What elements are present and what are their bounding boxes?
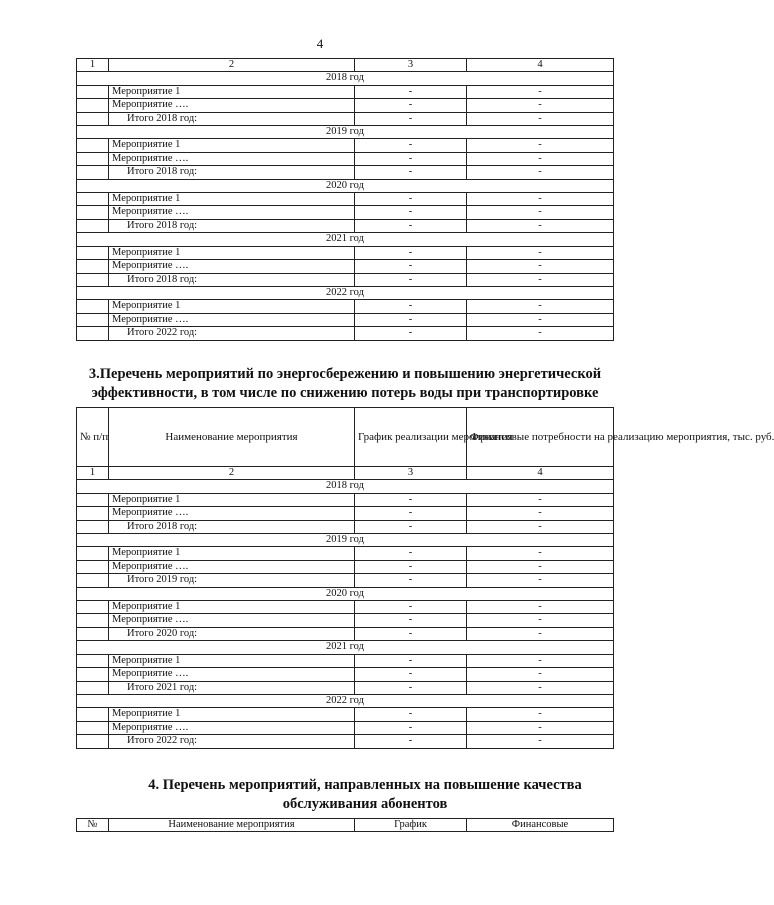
row-number-cell xyxy=(77,260,109,273)
column-number: 2 xyxy=(109,59,355,72)
year-row xyxy=(77,534,614,547)
column-number: 1 xyxy=(77,467,109,480)
year-label: 2020 год xyxy=(77,179,614,192)
activity-name: Мероприятие …. xyxy=(109,507,355,520)
schedule-value: - xyxy=(355,166,467,179)
finance-value: - xyxy=(467,152,614,165)
row-number-cell xyxy=(77,273,109,286)
year-label: 2021 год xyxy=(77,233,614,246)
schedule-value: - xyxy=(355,85,467,98)
row-number-cell xyxy=(77,547,109,560)
row-number-cell xyxy=(77,300,109,313)
schedule-value: - xyxy=(355,152,467,165)
total-row xyxy=(77,166,614,179)
row-number-cell xyxy=(77,601,109,614)
row-number-cell xyxy=(77,493,109,506)
year-row xyxy=(77,480,614,493)
table-row xyxy=(77,547,614,560)
schedule-value: - xyxy=(355,708,467,721)
header-schedule: График xyxy=(355,819,467,832)
column-number: 4 xyxy=(467,467,614,480)
schedule-value: - xyxy=(355,614,467,627)
year-label: 2019 год xyxy=(77,126,614,139)
finance-value: - xyxy=(467,300,614,313)
table-row xyxy=(77,206,614,219)
table-row xyxy=(77,313,614,326)
finance-value: - xyxy=(467,721,614,734)
activity-name: Мероприятие 1 xyxy=(109,493,355,506)
row-number-cell xyxy=(77,112,109,125)
column-number: 4 xyxy=(467,59,614,72)
table-row xyxy=(77,193,614,206)
section-4-title-line2: обслуживания абонентов xyxy=(282,796,448,812)
year-label: 2020 год xyxy=(77,587,614,600)
column-number-row xyxy=(77,467,614,480)
finance-value: - xyxy=(467,654,614,667)
finance-value: - xyxy=(467,313,614,326)
schedule-value: - xyxy=(355,735,467,748)
activity-name: Мероприятие 1 xyxy=(109,85,355,98)
finance-value: - xyxy=(467,547,614,560)
total-label: Итого 2020 год: xyxy=(109,627,355,640)
table-row xyxy=(77,139,614,152)
total-row xyxy=(77,735,614,748)
activity-name: Мероприятие 1 xyxy=(109,654,355,667)
finance-value: - xyxy=(467,139,614,152)
year-label: 2021 год xyxy=(77,641,614,654)
table-row xyxy=(77,85,614,98)
activity-name: Мероприятие …. xyxy=(109,721,355,734)
activity-name: Мероприятие …. xyxy=(109,206,355,219)
finance-value: - xyxy=(467,614,614,627)
schedule-value: - xyxy=(355,260,467,273)
year-row xyxy=(77,72,614,85)
table-header-row xyxy=(77,819,614,832)
finance-value: - xyxy=(467,112,614,125)
total-label: Итого 2018 год: xyxy=(109,112,355,125)
finance-value: - xyxy=(467,493,614,506)
row-number-cell xyxy=(77,721,109,734)
finance-value: - xyxy=(467,507,614,520)
table-row xyxy=(77,560,614,573)
activity-name: Мероприятие 1 xyxy=(109,547,355,560)
column-number: 3 xyxy=(355,59,467,72)
activity-name: Мероприятие 1 xyxy=(109,601,355,614)
year-label: 2019 год xyxy=(77,534,614,547)
table-row xyxy=(77,99,614,112)
column-number: 3 xyxy=(355,467,467,480)
table-section-3 xyxy=(76,407,774,749)
row-number-cell xyxy=(77,206,109,219)
total-label: Итого 2022 год: xyxy=(109,327,355,340)
row-number-cell xyxy=(77,85,109,98)
finance-value: - xyxy=(467,627,614,640)
total-label: Итого 2021 год: xyxy=(109,681,355,694)
finance-value: - xyxy=(467,166,614,179)
schedule-value: - xyxy=(355,99,467,112)
activity-name: Мероприятие 1 xyxy=(109,246,355,259)
row-number-cell xyxy=(77,507,109,520)
row-number-cell xyxy=(77,614,109,627)
total-label: Итого 2018 год: xyxy=(109,166,355,179)
header-num: № xyxy=(77,819,109,832)
schedule-value: - xyxy=(355,493,467,506)
finance-value: - xyxy=(467,273,614,286)
schedule-value: - xyxy=(355,273,467,286)
row-number-cell xyxy=(77,520,109,533)
total-label: Итого 2018 год: xyxy=(109,520,355,533)
row-number-cell xyxy=(77,681,109,694)
schedule-value: - xyxy=(355,547,467,560)
schedule-value: - xyxy=(355,507,467,520)
total-label: Итого 2022 год: xyxy=(109,735,355,748)
schedule-value: - xyxy=(355,627,467,640)
row-number-cell xyxy=(77,708,109,721)
finance-value: - xyxy=(467,193,614,206)
table-row xyxy=(77,300,614,313)
schedule-value: - xyxy=(355,219,467,232)
activity-name: Мероприятие …. xyxy=(109,614,355,627)
table-row xyxy=(77,654,614,667)
row-number-cell xyxy=(77,193,109,206)
schedule-value: - xyxy=(355,206,467,219)
schedule-value: - xyxy=(355,327,467,340)
activity-name: Мероприятие 1 xyxy=(109,708,355,721)
year-row xyxy=(77,587,614,600)
schedule-value: - xyxy=(355,246,467,259)
schedule-value: - xyxy=(355,721,467,734)
activity-name: Мероприятие 1 xyxy=(109,193,355,206)
table-row xyxy=(77,260,614,273)
schedule-value: - xyxy=(355,313,467,326)
schedule-value: - xyxy=(355,601,467,614)
activity-name: Мероприятие 1 xyxy=(109,139,355,152)
header-name: Наименование мероприятия xyxy=(109,408,355,467)
activity-name: Мероприятие …. xyxy=(109,668,355,681)
row-number-cell xyxy=(77,654,109,667)
schedule-value: - xyxy=(355,300,467,313)
total-row xyxy=(77,681,614,694)
section-4-title xyxy=(120,776,610,814)
table-continuation xyxy=(76,58,614,341)
finance-value: - xyxy=(467,260,614,273)
section-4-title-line1: 4. Перечень мероприятий, направленных на повышение качества xyxy=(148,777,582,793)
schedule-value: - xyxy=(355,654,467,667)
year-row xyxy=(77,179,614,192)
table-row xyxy=(77,721,614,734)
schedule-value: - xyxy=(355,668,467,681)
header-schedule: График реализации мероприятия xyxy=(355,408,467,467)
row-number-cell xyxy=(77,219,109,232)
total-row xyxy=(77,112,614,125)
finance-value: - xyxy=(467,246,614,259)
finance-value: - xyxy=(467,520,614,533)
page-number: 4 xyxy=(316,36,324,51)
total-row xyxy=(77,574,614,587)
activity-name: Мероприятие …. xyxy=(109,260,355,273)
year-row xyxy=(77,126,614,139)
finance-value: - xyxy=(467,601,614,614)
schedule-value: - xyxy=(355,681,467,694)
row-number-cell xyxy=(77,735,109,748)
finance-value: - xyxy=(467,219,614,232)
year-label: 2022 год xyxy=(77,286,614,299)
row-number-cell xyxy=(77,99,109,112)
year-row xyxy=(77,694,614,707)
activity-name: Мероприятие 1 xyxy=(109,300,355,313)
column-number: 1 xyxy=(77,59,109,72)
total-row xyxy=(77,627,614,640)
table-row xyxy=(77,708,614,721)
total-row xyxy=(77,520,614,533)
total-row xyxy=(77,273,614,286)
row-number-cell xyxy=(77,166,109,179)
row-number-cell xyxy=(77,560,109,573)
schedule-value: - xyxy=(355,139,467,152)
header-num: № п/п xyxy=(77,408,109,467)
year-row xyxy=(77,233,614,246)
finance-value: - xyxy=(467,327,614,340)
total-label: Итого 2018 год: xyxy=(109,273,355,286)
table-row xyxy=(77,614,614,627)
schedule-value: - xyxy=(355,560,467,573)
finance-value: - xyxy=(467,574,614,587)
year-label: 2022 год xyxy=(77,694,614,707)
section-3-title-line1: 3.Перечень мероприятий по энергосбережению и повышению энергетической xyxy=(88,366,602,382)
schedule-value: - xyxy=(355,574,467,587)
total-label: Итого 2019 год: xyxy=(109,574,355,587)
schedule-value: - xyxy=(355,520,467,533)
finance-value: - xyxy=(467,681,614,694)
schedule-value: - xyxy=(355,112,467,125)
table-row xyxy=(77,493,614,506)
activity-name: Мероприятие …. xyxy=(109,99,355,112)
column-number: 2 xyxy=(109,467,355,480)
schedule-value: - xyxy=(355,193,467,206)
row-number-cell xyxy=(77,668,109,681)
header-finance: Финансовые xyxy=(467,819,614,832)
row-number-cell xyxy=(77,139,109,152)
finance-value: - xyxy=(467,668,614,681)
finance-value: - xyxy=(467,99,614,112)
year-label: 2018 год xyxy=(77,480,614,493)
row-number-cell xyxy=(77,327,109,340)
finance-value: - xyxy=(467,206,614,219)
section-3-title-line2: эффективности, в том числе по снижению потерь воды при транспортировке xyxy=(91,385,599,401)
finance-value: - xyxy=(467,735,614,748)
table-row xyxy=(77,668,614,681)
total-row xyxy=(77,327,614,340)
table-row xyxy=(77,152,614,165)
total-row xyxy=(77,219,614,232)
section-3-title xyxy=(70,365,620,403)
table-section-4 xyxy=(76,818,614,832)
activity-name: Мероприятие …. xyxy=(109,560,355,573)
year-row xyxy=(77,641,614,654)
row-number-cell xyxy=(77,152,109,165)
table-row xyxy=(77,246,614,259)
finance-value: - xyxy=(467,560,614,573)
table-header-row xyxy=(77,408,614,467)
year-label: 2018 год xyxy=(77,72,614,85)
row-number-cell xyxy=(77,574,109,587)
column-number-row xyxy=(77,59,614,72)
total-label: Итого 2018 год: xyxy=(109,219,355,232)
row-number-cell xyxy=(77,627,109,640)
finance-value: - xyxy=(467,708,614,721)
row-number-cell xyxy=(77,246,109,259)
activity-name: Мероприятие …. xyxy=(109,152,355,165)
finance-value: - xyxy=(467,85,614,98)
table-row xyxy=(77,601,614,614)
year-row xyxy=(77,286,614,299)
table-row xyxy=(77,507,614,520)
header-finance: Финансовые потребности на реализацию мероприятия, тыс. руб. xyxy=(467,408,614,467)
activity-name: Мероприятие …. xyxy=(109,313,355,326)
row-number-cell xyxy=(77,313,109,326)
header-name: Наименование мероприятия xyxy=(109,819,355,832)
